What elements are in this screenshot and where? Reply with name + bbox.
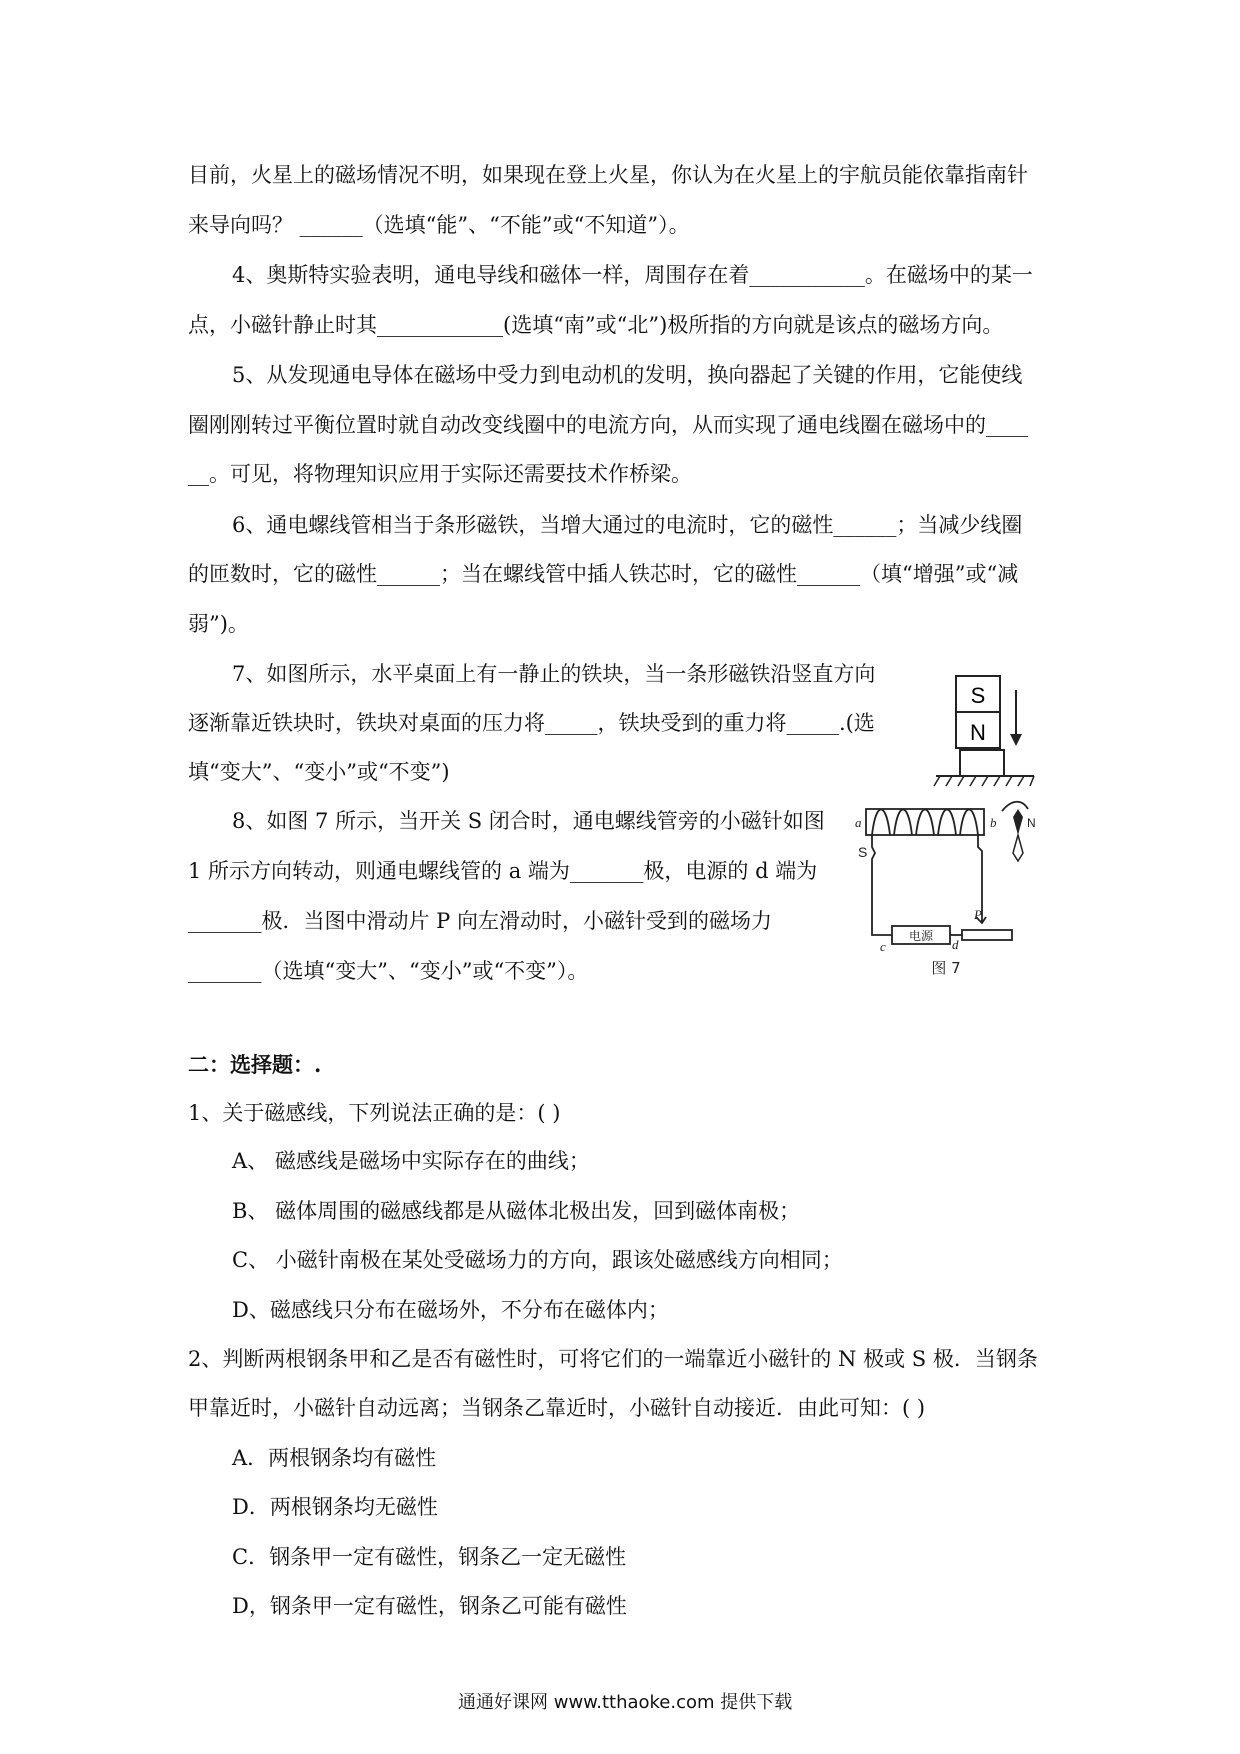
label-s: S bbox=[858, 844, 868, 860]
text-line: 1 所示方向转动，则通电螺线管的 a 端为_______极，电源的 d 端为 bbox=[188, 859, 818, 883]
text-line: D、磁感线只分布在磁场外，不分布在磁体内； bbox=[232, 1298, 669, 1322]
magnet-block-figure bbox=[930, 668, 1060, 790]
text-line: D．两根钢条均无磁性 bbox=[232, 1495, 438, 1519]
text-line: A．两根钢条均有磁性 bbox=[232, 1446, 437, 1470]
text-line: 7、如图所示，水平桌面上有一静止的铁块，当一条形磁铁沿竖直方向 bbox=[232, 662, 876, 686]
text-line: 1、关于磁感线，下列说法正确的是：( ) bbox=[188, 1101, 561, 1125]
text-line: D，钢条甲一定有磁性，钢条乙可能有磁性 bbox=[232, 1594, 627, 1618]
text-line: 点，小磁针静止时其____________(选填“南”或“北”)极所指的方向就是该点的磁场方向。 bbox=[188, 313, 1004, 337]
text-line: 5、从发现通电导体在磁场中受力到电动机的发明，换向器起了关键的作用，它能使线 bbox=[232, 363, 1023, 387]
section-heading: 二：选择题：. bbox=[188, 1052, 322, 1077]
label-d: d bbox=[952, 937, 959, 952]
text-line: B、 磁体周围的磁感线都是从磁体北极出发，回到磁体南极； bbox=[232, 1199, 801, 1223]
text-line: __。可见，将物理知识应用于实际还需要技术作桥梁。 bbox=[188, 462, 692, 486]
text-line: 8、如图 7 所示，当开关 S 闭合时，通电螺线管旁的小磁针如图 bbox=[232, 809, 825, 833]
magnet-n-label: N bbox=[970, 720, 986, 745]
text-line: 弱”)。 bbox=[188, 612, 249, 636]
text-line: A、 磁感线是磁场中实际存在的曲线； bbox=[232, 1149, 590, 1173]
text-line: 填“变大”、“变小”或“不变”) bbox=[188, 760, 450, 784]
text-line: 目前，火星上的磁场情况不明，如果现在登上火星，你认为在火星上的宇航员能依靠指南针 bbox=[188, 163, 1028, 187]
text-line: 圈刚刚转过平衡位置时就自动改变线圈中的电流方向，从而实现了通电线圈在磁场中的____ bbox=[188, 413, 1028, 437]
solenoid-circuit-figure bbox=[842, 795, 1042, 985]
label-p: P bbox=[974, 907, 982, 922]
magnet-s-label: S bbox=[970, 683, 986, 708]
text-line: 甲靠近时，小磁针自动远离；当钢条乙靠近时，小磁针自动接近．由此可知：( ) bbox=[188, 1396, 926, 1420]
text-line: 2、判断两根钢条甲和乙是否有磁性时，可将它们的一端靠近小磁针的 N 极或 S 极．当钢条 bbox=[188, 1347, 1038, 1371]
text-line: C．钢条甲一定有磁性，钢条乙一定无磁性 bbox=[232, 1545, 627, 1569]
label-c: c bbox=[880, 939, 886, 954]
page-footer: 通通好课网 www.tthaoke.com 提供下载 bbox=[458, 1692, 793, 1713]
text-line: 逐渐靠近铁块时，铁块对桌面的压力将_____，铁块受到的重力将_____.(选 bbox=[188, 711, 875, 735]
text-line: 来导向吗？ ______（选填“能”、“不能”或“不知道”）。 bbox=[188, 213, 690, 237]
label-a: a bbox=[855, 815, 862, 830]
label-b: b bbox=[990, 815, 997, 830]
text-line: _______极．当图中滑动片 P 向左滑动时，小磁针受到的磁场力 bbox=[188, 909, 772, 933]
compass-n-label: N bbox=[1027, 816, 1036, 830]
text-line: 4、奥斯特实验表明，通电导线和磁体一样，周围存在着___________。在磁场中的某一 bbox=[232, 263, 1033, 287]
power-source-label: 电源 bbox=[908, 929, 934, 943]
text-line: 6、通电螺线管相当于条形磁铁，当增大通过的电流时，它的磁性______；当减少线圈 bbox=[232, 513, 1023, 537]
text-line: C、 小磁针南极在某处受磁场力的方向，跟该处磁感线方向相同； bbox=[232, 1248, 843, 1272]
figure-caption: 图 7 bbox=[931, 959, 961, 977]
text-line: 的匝数时，它的磁性______；当在螺线管中插人铁芯时，它的磁性______（填“增强”或“减 bbox=[188, 562, 1019, 586]
text-line: _______（选填“变大”、“变小”或“不变”）。 bbox=[188, 959, 589, 983]
